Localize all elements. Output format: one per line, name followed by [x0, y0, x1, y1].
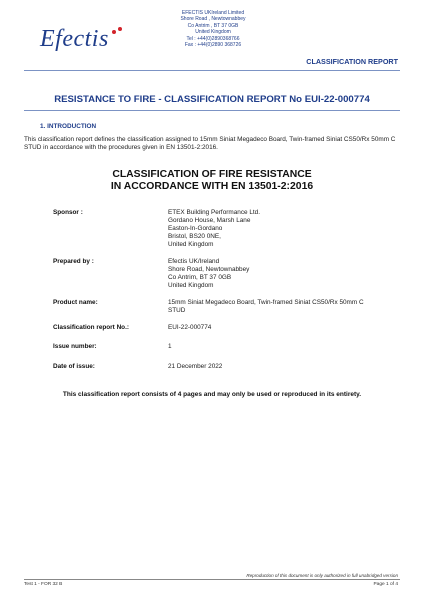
company-address: [168, 10, 258, 48]
page-number: Page 1 of 4: [373, 582, 398, 587]
issue-number-value: 1: [168, 343, 172, 350]
report-number-label: Classification report No.:: [53, 324, 129, 331]
sponsor-label: Sponsor :: [53, 209, 83, 216]
reproduction-notice: Reproduction of this document is only authorized in full unabridged version: [246, 573, 398, 578]
document-type: CLASSIFICATION REPORT: [306, 57, 398, 66]
value-line: Co Antrim, BT 37 0GB: [168, 274, 232, 281]
date-of-issue-value: 21 December 2022: [168, 363, 223, 370]
form-code: Test 1 - FOR 32 B: [24, 582, 63, 587]
efectis-logo: [40, 26, 109, 53]
value-line: Efectis UK/Ireland: [168, 258, 220, 265]
value-line: United Kingdom: [168, 282, 214, 289]
section-heading: 1. INTRODUCTION: [40, 123, 97, 130]
address-line: United Kingdom: [195, 29, 231, 36]
header-divider: [24, 70, 400, 71]
entirety-note: This classification report consists of 4 pages and may only be used or reproduced in its entirety.: [62, 391, 362, 398]
value-line: 15mm Siniat Megadeco Board, Twin-framed Siniat CS50/Rx 50mm C: [168, 299, 364, 306]
address-line: EFECTIS UKIreland Limited: [181, 10, 245, 16]
report-number-value: EUI-22-000774: [168, 324, 212, 331]
footer-divider: [24, 579, 400, 580]
value-line: ETEX Building Performance Ltd.: [168, 209, 260, 216]
date-of-issue-label: Date of issue:: [53, 363, 95, 370]
logo-dot-icon: [112, 30, 116, 34]
address-line: Shore Road , Newtownabbey: [180, 16, 246, 23]
product-name-label: Product name:: [53, 299, 98, 306]
classification-heading-line: CLASSIFICATION OF FIRE RESISTANCE: [112, 169, 312, 180]
value-line: STUD: [168, 307, 186, 314]
value-line: Easton-In-Gordano: [168, 225, 223, 232]
introduction-text: This classification report defines the classification assigned to 15mm Siniat Megadeco Board, Twin-framed Siniat CS50/Rx 50mm C STUD in accordance with the procedures given in EN 13501-2:2016.: [24, 136, 396, 152]
value-line: United Kingdom: [168, 241, 214, 248]
value-line: Bristol, BS20 0NE,: [168, 233, 221, 240]
product-name-value: [168, 299, 388, 315]
sponsor-value: [168, 209, 388, 249]
title-divider: [24, 110, 400, 111]
address-line: Co Antrim , BT 37 0GB: [187, 22, 239, 29]
classification-heading-line: IN ACCORDANCE WITH EN 13501-2:2016: [110, 181, 314, 193]
value-line: Gordano House, Marsh Lane: [168, 217, 251, 224]
logo-dot-icon: [118, 27, 122, 31]
value-line: Shore Road, Newtownabbey: [168, 266, 250, 273]
classification-heading: [0, 169, 424, 194]
issue-number-label: Issue number:: [53, 343, 97, 350]
logo-text: Efectis: [40, 26, 109, 52]
address-line: Tel : +44(0)2890368766: [186, 35, 240, 42]
report-title: RESISTANCE TO FIRE - CLASSIFICATION REPORT No EUI-22-000774: [54, 94, 370, 105]
prepared-by-value: [168, 258, 388, 290]
address-line: Fax : +44(0)2890 368726: [184, 42, 242, 49]
prepared-by-label: Prepared by :: [53, 258, 94, 265]
